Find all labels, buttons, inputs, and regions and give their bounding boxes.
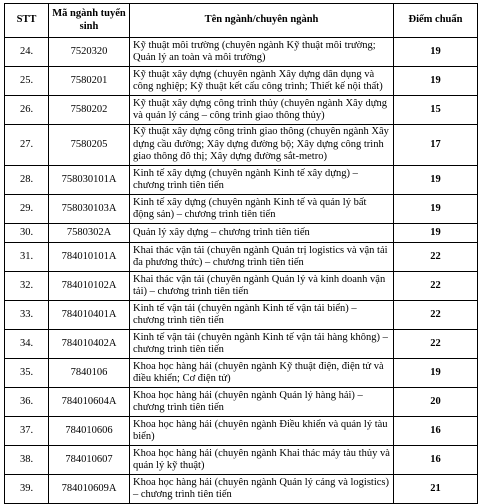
row-score: 22 (394, 330, 478, 359)
row-code: 758030103A (49, 195, 130, 224)
table-body (5, 38, 478, 504)
row-stt: 36. (5, 388, 49, 417)
table-row (5, 96, 478, 125)
table-row (5, 195, 478, 224)
table-row (5, 417, 478, 446)
row-score: 19 (394, 67, 478, 96)
row-score: 22 (394, 301, 478, 330)
row-major-name: Kỹ thuật xây dựng công trình thủy (chuyên ngành Xây dựng và quản lý cảng – công trình giao thông thủy) (130, 96, 394, 125)
row-code: 784010604A (49, 388, 130, 417)
table-row (5, 125, 478, 166)
row-code: 784010401A (49, 301, 130, 330)
row-code: 784010609A (49, 475, 130, 504)
row-stt: 35. (5, 359, 49, 388)
row-score: 16 (394, 417, 478, 446)
row-stt: 34. (5, 330, 49, 359)
table-row (5, 475, 478, 504)
row-major-name: Khai thác vận tải (chuyên ngành Quản lý và kinh doanh vận tải) – chương trình tiên tiến (130, 272, 394, 301)
row-code: 784010606 (49, 417, 130, 446)
table-row (5, 166, 478, 195)
row-major-name: Kỹ thuật môi trường (chuyên ngành Kỹ thuật môi trường; Quản lý an toàn và môi trường) (130, 38, 394, 67)
row-stt: 33. (5, 301, 49, 330)
header-stt: STT (5, 4, 49, 38)
row-score: 19 (394, 166, 478, 195)
row-major-name: Kỹ thuật xây dựng (chuyên ngành Xây dựng dân dụng và công nghiệp; Kỹ thuật kết cấu công trình; Thiết kế nội thất) (130, 67, 394, 96)
row-major-name: Khoa học hàng hải (chuyên ngành Quản lý cảng và logistics) – chương trình tiên tiến (130, 475, 394, 504)
row-major-name: Khoa học hàng hải (chuyên ngành Khai thác máy tàu thủy và quản lý kỹ thuật) (130, 446, 394, 475)
row-code: 784010101A (49, 243, 130, 272)
row-code: 758030101A (49, 166, 130, 195)
row-stt: 30. (5, 224, 49, 243)
row-major-name: Kinh tế vận tải (chuyên ngành Kinh tế vận tải biển) – chương trình tiên tiến (130, 301, 394, 330)
table-row (5, 330, 478, 359)
row-code: 784010607 (49, 446, 130, 475)
row-stt: 26. (5, 96, 49, 125)
row-score: 20 (394, 388, 478, 417)
row-code: 7840106 (49, 359, 130, 388)
table-header-row (5, 4, 478, 38)
table-row (5, 301, 478, 330)
row-score: 16 (394, 446, 478, 475)
row-stt: 27. (5, 125, 49, 166)
row-major-name: Khoa học hàng hải (chuyên ngành Kỹ thuật điện, điện tử và điều khiển; Cơ điện tử) (130, 359, 394, 388)
row-score: 22 (394, 272, 478, 301)
row-major-name: Khai thác vận tải (chuyên ngành Quản trị logistics và vận tải đa phương thức) – chương trình tiên tiến (130, 243, 394, 272)
row-stt: 39. (5, 475, 49, 504)
table-row (5, 272, 478, 301)
row-code: 7580201 (49, 67, 130, 96)
header-name: Tên ngành/chuyên ngành (130, 4, 394, 38)
row-score: 21 (394, 475, 478, 504)
row-score: 19 (394, 195, 478, 224)
table-row (5, 38, 478, 67)
row-stt: 37. (5, 417, 49, 446)
row-major-name: Kỹ thuật xây dựng công trình giao thông (chuyên ngành Xây dựng cầu đường; Xây dựng đường bộ; Xây dựng công trình giao thông đô thị; Xây dựng đường sắt-metro) (130, 125, 394, 166)
row-code: 7520320 (49, 38, 130, 67)
table-row (5, 67, 478, 96)
table-row (5, 224, 478, 243)
admission-score-table (4, 3, 478, 504)
row-major-name: Khoa học hàng hải (chuyên ngành Điều khiển và quản lý tàu biển) (130, 417, 394, 446)
header-score: Điểm chuẩn (394, 4, 478, 38)
row-major-name: Kinh tế xây dựng (chuyên ngành Kinh tế và quản lý bất động sản) – chương trình tiên tiến (130, 195, 394, 224)
row-score: 17 (394, 125, 478, 166)
row-stt: 25. (5, 67, 49, 96)
table-row (5, 243, 478, 272)
row-code: 7580302A (49, 224, 130, 243)
row-stt: 24. (5, 38, 49, 67)
row-score: 19 (394, 224, 478, 243)
row-major-name: Kinh tế xây dựng (chuyên ngành Kinh tế xây dựng) – chương trình tiên tiến (130, 166, 394, 195)
row-major-name: Khoa học hàng hải (chuyên ngành Quản lý hàng hải) – chương trình tiên tiến (130, 388, 394, 417)
row-score: 22 (394, 243, 478, 272)
table-row (5, 359, 478, 388)
row-score: 15 (394, 96, 478, 125)
row-code: 784010402A (49, 330, 130, 359)
header-code: Mã ngành tuyển sinh (49, 4, 130, 38)
row-score: 19 (394, 359, 478, 388)
row-code: 7580205 (49, 125, 130, 166)
row-stt: 38. (5, 446, 49, 475)
row-major-name: Quản lý xây dựng – chương trình tiên tiến (130, 224, 394, 243)
row-score: 19 (394, 38, 478, 67)
row-code: 7580202 (49, 96, 130, 125)
row-stt: 32. (5, 272, 49, 301)
table-row (5, 388, 478, 417)
row-stt: 31. (5, 243, 49, 272)
row-major-name: Kinh tế vận tải (chuyên ngành Kinh tế vận tải hàng không) – chương trình tiên tiến (130, 330, 394, 359)
row-code: 784010102A (49, 272, 130, 301)
row-stt: 29. (5, 195, 49, 224)
row-stt: 28. (5, 166, 49, 195)
table-row (5, 446, 478, 475)
